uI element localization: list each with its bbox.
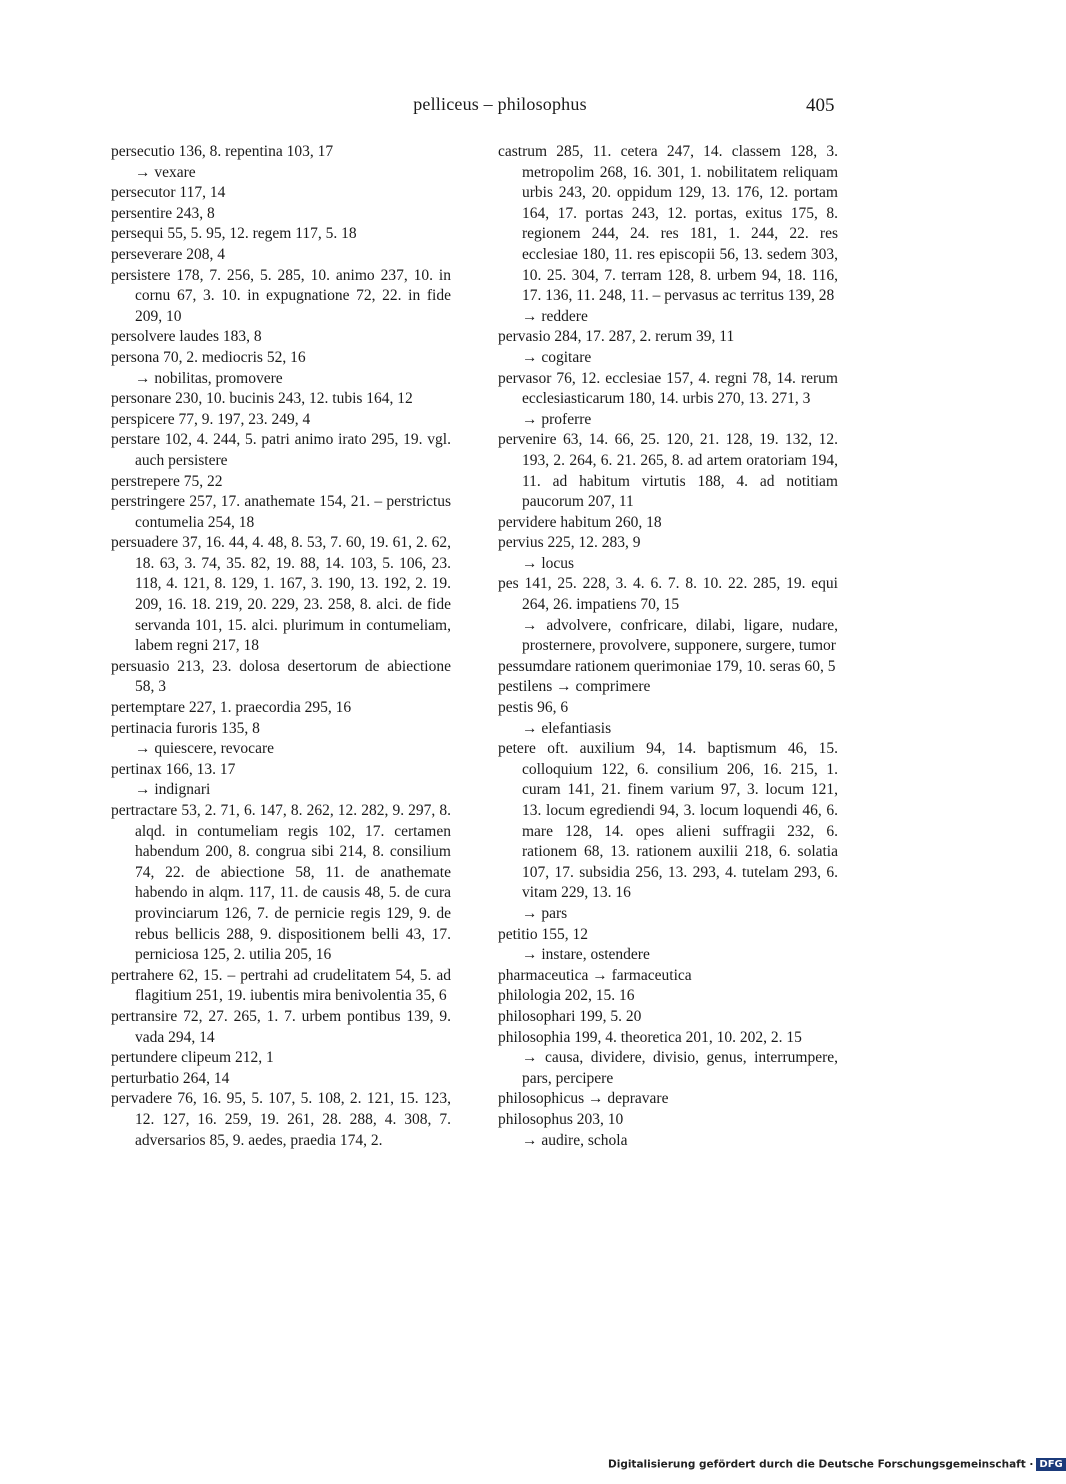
index-entry: persona 70, 2. mediocris 52, 16 [111, 348, 306, 366]
index-entry: pestilens → comprimere [498, 678, 651, 696]
index-entry: petitio 155, 12 [498, 925, 588, 943]
cross-reference: → vexare [135, 163, 196, 181]
index-entry: pertransire 72, 27. 265, 1. 7. urbem pontibus 139, 9. vada 294, 14 [111, 1007, 451, 1046]
index-entry: persentire 243, 8 [111, 204, 215, 222]
index-entry: pervenire 63, 14. 66, 25. 120, 21. 128, 19. 132, 12. 193, 2. 264, 6. 21. 265, 8. ad artem oratoriam 194, 11. ad habitum virtutis 188, 4. ad notitiam paucorum 207, 11 [498, 431, 838, 511]
index-entry: philosophia 199, 4. theoretica 201, 10. 202, 2. 15 [498, 1028, 802, 1046]
index-entry: persuasio 213, 23. dolosa desertorum de abiectione 58, 3 [111, 657, 451, 696]
funding-footer [608, 1458, 1063, 1471]
index-entry: perseverare 208, 4 [111, 245, 226, 263]
cross-reference: → instare, ostendere [522, 946, 650, 964]
index-entry: persequi 55, 5. 95, 12. regem 117, 5. 18 [111, 225, 357, 243]
index-entry: pertinax 166, 13. 17 [111, 760, 236, 778]
cross-reference: → locus [522, 554, 575, 572]
right-column [498, 142, 838, 1151]
index-entry: perstrepere 75, 22 [111, 472, 223, 490]
index-entry: philologia 202, 15. 16 [498, 987, 635, 1005]
cross-reference: → nobilitas, promovere [135, 369, 283, 387]
cross-reference: → pars [522, 904, 568, 922]
cross-reference: → proferre [522, 410, 592, 428]
index-entry: philosophus 203, 10 [498, 1110, 624, 1128]
cross-reference: → elefantiasis [522, 719, 612, 737]
index-entry: persuadere 37, 16. 44, 4. 48, 8. 53, 7. 60, 19. 61, 2. 62, 18. 63, 3. 74, 35. 82, 19. 88, 14. 103, 5. 106, 23. 118, 4. 121, 8. 129, 1. 167, 3. 190, 13. 192, 2. 19. 209, 16. 18. 219, 20. 229, 23. 258, 8. alci. de fide servanda 101, 15. alci. plurimum in contumeliam, labem regni 217, 18 [111, 534, 451, 655]
index-entry: pessumdare rationem querimoniae 179, 10. seras 60, 5 [498, 657, 836, 675]
index-entry: pertundere clipeum 212, 1 [111, 1049, 274, 1067]
index-entry: persolvere laudes 183, 8 [111, 328, 262, 346]
footer-text: Digitalisierung gefördert durch die Deutsche Forschungsgemeinschaft · [608, 1458, 1034, 1471]
index-entry: philosophicus → depravare [498, 1090, 669, 1108]
cross-reference: → causa, dividere, divisio, genus, interrumpere, pars, percipere [522, 1049, 838, 1087]
index-entry: pertinacia furoris 135, 8 [111, 719, 260, 737]
left-column [111, 142, 451, 1151]
index-entry: pharmaceutica → farmaceutica [498, 966, 692, 984]
index-entry: petere oft. auxilium 94, 14. baptismum 46, 15. colloquium 122, 6. consilium 206, 16. 215, 1. curam 141, 21. finem varium 97, 3. locum 121, 13. locum egrediendi 94, 3. locum loquendi 46, 6. mare 128, 14. opes alieni suffragii 232, 6. rationem 68, 13. rationem auxilii 218, 6. solatia 107, 17. subsidia 256, 13. 293, 4. tutelam 293, 6. vitam 229, 13. 16 [498, 740, 838, 902]
index-entry: perturbatio 264, 14 [111, 1069, 230, 1087]
index-entry: persistere 178, 7. 256, 5. 285, 10. animo 237, 10. in cornu 67, 3. 10. in expugnatione 72, 22. in fide 209, 10 [111, 266, 451, 325]
index-entry: pertractare 53, 2. 71, 6. 147, 8. 262, 12. 282, 9. 297, 8. alqd. in contumeliam regis 102, 17. certamen habendum 200, 8. congrua sibi 214, 8. consilium 74, 22. de abiectione 58, 11. de anathemate habendo in alqm. 117, 11. de causis 48, 5. de cura provinciarum 126, 7. de pernicie regis 129, 9. de rebus bellicis 288, 9. dispositionem belli 43, 17. perniciosa 125, 2. utilia 205, 16 [111, 802, 451, 964]
index-entry: pervasio 284, 17. 287, 2. rerum 39, 11 [498, 328, 735, 346]
page-number: 405 [806, 95, 835, 116]
index-entry: philosophari 199, 5. 20 [498, 1007, 642, 1025]
index-entry: castrum 285, 11. cetera 247, 14. classem 128, 3. metropolim 268, 16. 301, 1. nobilitatem reliquam urbis 243, 20. oppidum 129, 13. 176, 12. portam 164, 17. portas 243, 12. portas, exitus 175, 8. regionem 244, 24. res 181, 1. 244, 22. res ecclesiae 180, 11. res episcopii 56, 13. sedem 303, 10. 25. 304, 7. terram 128, 8. urbem 94, 18. 116, 17. 136, 11. 248, 11. – pervasus ac territus 139, 28 [498, 143, 838, 305]
index-entry: pes 141, 25. 228, 3. 4. 6. 7. 8. 10. 22. 285, 19. equi 264, 26. impatiens 70, 15 [498, 575, 838, 614]
cross-reference: → advolvere, confricare, dilabi, ligare, nudare, prosternere, provolvere, supponere, surgere, tumor [522, 616, 838, 655]
index-entry: persecutor 117, 14 [111, 184, 226, 202]
cross-reference: → cogitare [522, 348, 592, 366]
cross-reference: → reddere [522, 307, 588, 325]
index-entry: perstringere 257, 17. anathemate 154, 21. – perstrictus contumelia 254, 18 [111, 493, 451, 531]
index-entry: pestis 96, 6 [498, 699, 569, 717]
index-entry: pertemptare 227, 1. praecordia 295, 16 [111, 699, 352, 717]
index-entry: pervius 225, 12. 283, 9 [498, 534, 641, 552]
cross-reference: → indignari [135, 781, 211, 799]
index-entry: pervasor 76, 12. ecclesiae 157, 4. regni 78, 14. rerum ecclesiasticarum 180, 14. urbis 270, 13. 271, 3 [498, 369, 838, 408]
running-head: pelliceus – philosophus [413, 94, 587, 114]
dfg-logo: DFG [1036, 1458, 1065, 1471]
cross-reference: → quiescere, revocare [135, 740, 274, 758]
index-entry: pertrahere 62, 15. – pertrahi ad crudelitatem 54, 5. ad flagitium 251, 19. iubentis mira benivolentia 35, 6 [111, 966, 451, 1005]
index-entry: perstare 102, 4. 244, 5. patri animo irato 295, 19. vgl. auch persistere [111, 431, 451, 469]
index-entry: perspicere 77, 9. 197, 23. 249, 4 [111, 410, 311, 428]
cross-reference: → audire, schola [522, 1131, 628, 1149]
index-entry: pervidere habitum 260, 18 [498, 513, 662, 531]
index-entry: persecutio 136, 8. repentina 103, 17 [111, 143, 334, 160]
index-entry: personare 230, 10. bucinis 243, 12. tubis 164, 12 [111, 390, 413, 408]
index-entry: pervadere 76, 16. 95, 5. 107, 5. 108, 2. 121, 15. 123, 12. 127, 16. 259, 19. 261, 28. 288, 4. 308, 7. adversarios 85, 9. aedes, praedia 174, 2. [111, 1090, 451, 1149]
